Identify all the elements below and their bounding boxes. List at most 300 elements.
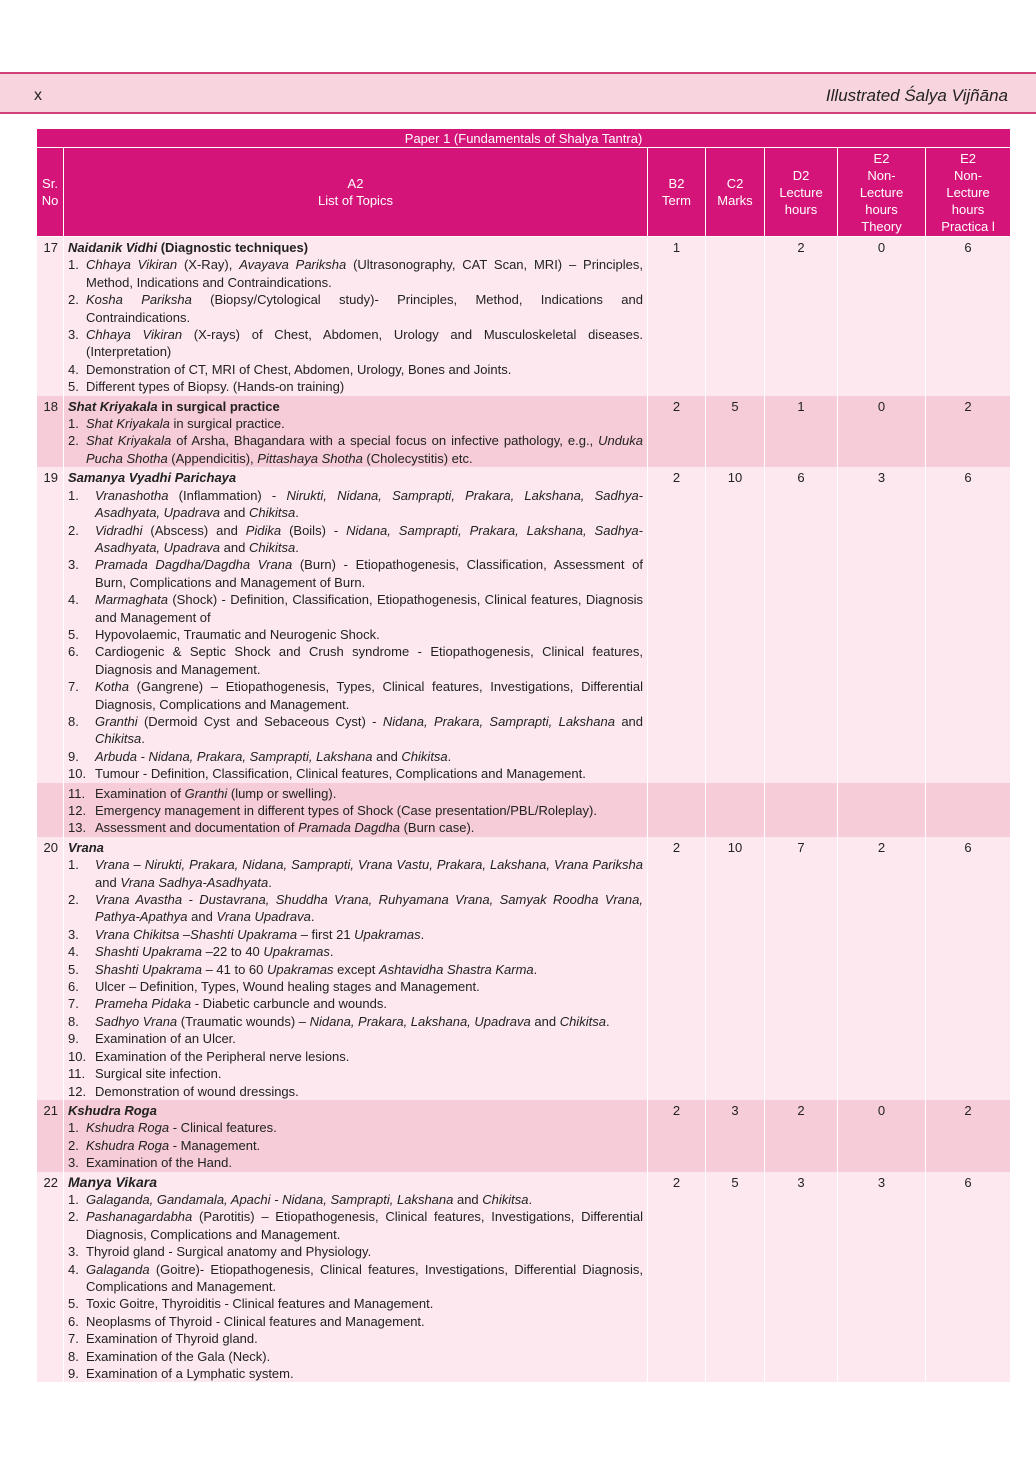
topic-cell: [64, 1100, 648, 1172]
topic-item: [68, 1154, 643, 1171]
column-header-topics: A2 List of Topics: [64, 148, 648, 237]
topic-item-text-part: (Cholecystitis) etc.: [362, 450, 473, 466]
topic-item-text: [95, 891, 643, 926]
term-value: 2: [648, 467, 706, 782]
topic-item-text-part: .: [329, 944, 334, 960]
topic-item-text-part: Pramada Dagdha/Dagdha Vrana: [95, 557, 293, 573]
topic-item-text-part: Kshudra Roga: [86, 1137, 170, 1153]
topic-item-text: [95, 1048, 643, 1065]
topic-title-italic: Shat Kriyakala: [68, 398, 158, 414]
topic-item-text-part: Pramada Dagdha: [298, 820, 400, 836]
column-header-marks: C2 Marks: [706, 148, 765, 237]
topic-item-text: [86, 1348, 643, 1365]
topic-item-number: 5.: [68, 961, 79, 977]
topic-item-text-part: – first 21: [297, 926, 355, 942]
topic-item-text-part: Kotha: [95, 679, 129, 695]
topic-item-text: [95, 626, 643, 643]
topic-item: [68, 643, 643, 678]
topic-item: [68, 1348, 643, 1365]
topic-item-text-part: Examination of Thyroid gland.: [86, 1331, 258, 1347]
topic-cell: [64, 1172, 648, 1383]
topic-title: [68, 398, 643, 415]
topic-item-text: [95, 802, 643, 819]
topic-item-text-part: Examination of the Gala (Neck).: [86, 1348, 271, 1364]
serial-number: 17: [37, 237, 64, 396]
topic-item: [68, 1191, 643, 1208]
topic-item-text-part: Upakramas: [354, 926, 421, 942]
topic-item-number: 10.: [68, 1048, 87, 1064]
marks-value: 10: [706, 837, 765, 1100]
topic-item: [68, 765, 643, 782]
topic-item-number: 4.: [68, 944, 79, 960]
lecture-hours-value: 1: [765, 396, 838, 468]
topic-item-number: 2.: [68, 522, 79, 538]
topic-item-text: [95, 765, 643, 782]
nonlecture-theory-value: 0: [838, 396, 926, 468]
topic-item-text-part: Kosha Pariksha: [86, 292, 192, 308]
topic-item: [68, 432, 643, 467]
topic-item-text-part: Ulcer – Definition, Types, Wound healing stages and Management.: [95, 979, 480, 995]
topic-item: [68, 291, 643, 326]
nonlecture-practical-value: 6: [926, 1172, 1011, 1383]
serial-number: 18: [37, 396, 64, 468]
topic-item: [68, 785, 643, 802]
lecture-hours-value: 2: [765, 1100, 838, 1172]
topic-item-text-part: Neoplasms of Thyroid - Clinical features and Management.: [86, 1313, 425, 1329]
topic-item-text-part: Kshudra Roga: [86, 1120, 170, 1136]
topic-item-text-part: Galaganda: [86, 1261, 150, 1277]
topic-item-text: [86, 326, 643, 361]
topic-item-text-part: Demonstration of wound dressings.: [95, 1083, 299, 1099]
topic-item-text-part: Nidana, Samprapti, Prakara, Lakshana, Sadhya-Asadhyata, Upadrava: [95, 522, 643, 555]
topic-item-text: [86, 1313, 643, 1330]
topic-item-text: [95, 978, 643, 995]
topic-item: [68, 326, 643, 361]
topic-item-text-part: Thyroid gland - Surgical anatomy and Physiology.: [86, 1244, 372, 1260]
topic-item-text-part: except: [333, 961, 380, 977]
marks-value: 5: [706, 1172, 765, 1383]
topic-item-text: [86, 415, 643, 432]
topic-item-number: 4.: [68, 361, 79, 377]
topic-title: [68, 839, 643, 856]
topic-title: [68, 469, 643, 486]
topic-item-text-part: (Gangrene) – Etiopathogenesis, Types, Clinical features, Investigations, Differential Diagnosis, Complications and Management.: [95, 679, 643, 712]
term-value: [648, 783, 706, 837]
topic-title-italic: Vrana: [68, 839, 104, 855]
topic-item-text-part: .: [295, 505, 299, 521]
topic-item: [68, 1048, 643, 1065]
topic-item-text-part: Unduka Pucha Shotha: [86, 433, 643, 466]
topic-item-text-part: Cardiogenic & Septic Shock and Crush syndrome - Etiopathogenesis, Clinical features, Diagnosis and Management.: [95, 644, 643, 677]
topic-item-number: 6.: [68, 1313, 79, 1329]
serial-number: 22: [37, 1172, 64, 1383]
topic-item-text-part: (Dermoid Cyst and Sebaceous Cyst) -: [137, 713, 383, 729]
topic-item-number: 6.: [68, 644, 79, 660]
topic-item-text-part: Vidradhi: [95, 522, 143, 538]
topic-item-number: 2.: [68, 1137, 79, 1153]
topic-item-number: 2.: [68, 892, 79, 908]
topic-cell: [64, 396, 648, 468]
topic-item-text-part: Nidana, Prakara, Lakshana, Upadrava: [309, 1013, 531, 1029]
topic-item: [68, 943, 643, 960]
topic-item: [68, 1030, 643, 1047]
topic-item-text-part: Examination of an Ulcer.: [95, 1031, 236, 1047]
table-row: [37, 837, 1011, 1100]
topic-title-italic: Kshudra Roga: [68, 1102, 157, 1118]
topic-item-text-part: in surgical practice.: [169, 416, 285, 432]
topic-item-text-part: (Traumatic wounds) –: [177, 1013, 310, 1029]
topic-item-number: 1.: [68, 487, 79, 503]
topic-item: [68, 487, 643, 522]
topic-item: [68, 926, 643, 943]
topic-item-text-part: Chikitsa: [95, 731, 142, 747]
topic-item-number: 1.: [68, 257, 79, 273]
topic-item: [68, 378, 643, 395]
topic-title-italic: Samanya Vyadhi Parichaya: [68, 470, 237, 486]
topic-item-text-part: Chikitsa: [248, 505, 296, 521]
topic-item: [68, 995, 643, 1012]
column-header-lecture-hours: D2 Lecture hours: [765, 148, 838, 237]
topic-item-number: 9.: [68, 1031, 79, 1047]
topic-item-text-part: (Burn case).: [399, 820, 475, 836]
topic-item-text-part: Examination of the Hand.: [86, 1155, 232, 1171]
lecture-hours-value: 3: [765, 1172, 838, 1383]
topic-item-text-part: Granthi: [184, 785, 228, 801]
term-value: 2: [648, 396, 706, 468]
topic-item-text-part: - Clinical features.: [169, 1120, 277, 1136]
syllabus-table: [36, 128, 1011, 1382]
topic-item-number: 3.: [68, 926, 79, 942]
topic-item-text-part: .: [420, 926, 425, 942]
topic-item: [68, 1330, 643, 1347]
nonlecture-theory-value: 0: [838, 237, 926, 396]
topic-item: [68, 1261, 643, 1296]
topic-item-text-part: .: [295, 539, 299, 555]
lecture-hours-value: [765, 783, 838, 837]
topic-item-text-part: Examination of: [95, 785, 185, 801]
book-title: Illustrated Śalya Vijñāna: [825, 86, 1008, 105]
topic-item-text-part: .: [533, 961, 538, 977]
topic-item: [68, 415, 643, 432]
topic-item: [68, 713, 643, 748]
topic-item: [68, 1119, 643, 1136]
topic-item-text: [86, 361, 643, 378]
topic-item-text: [95, 591, 643, 626]
topic-item-text: [86, 1261, 643, 1296]
topic-item-text-part: (Goitre)- Etiopathogenesis, Clinical features, Investigations, Differential Diagnosis, Complications and Management.: [86, 1261, 643, 1294]
topic-item-text-part: and: [453, 1191, 483, 1207]
topic-item-text-part: Examination of the Peripheral nerve lesions.: [95, 1048, 350, 1064]
nonlecture-theory-value: 2: [838, 837, 926, 1100]
topic-item-number: 1.: [68, 1120, 79, 1136]
topic-item-text-part: (Appendicitis),: [167, 450, 258, 466]
topic-item-text-part: - Diabetic carbuncle and wounds.: [191, 996, 387, 1012]
term-value: 1: [648, 237, 706, 396]
topic-item-text-part: Marmaghata: [95, 592, 168, 608]
topic-title-italic: Naidanik Vidhi: [68, 240, 158, 255]
topic-item-text-part: Demonstration of CT, MRI of Chest, Abdomen, Urology, Bones and Joints.: [86, 361, 512, 377]
topic-item-text-part: Assessment and documentation of: [95, 820, 299, 836]
topic-item-text-part: (Shock) - Definition, Classification, Etiopathogenesis, Clinical features, Diagnosis and Management of: [95, 592, 643, 625]
nonlecture-theory-value: [838, 783, 926, 837]
topic-item-text: [95, 643, 643, 678]
topic-item-number: 1.: [68, 1191, 79, 1207]
topic-item-text-part: .: [528, 1191, 533, 1207]
topic-title-rest: (Diagnostic techniques): [157, 240, 309, 255]
topic-item-text-part: Sadhyo Vrana: [95, 1013, 178, 1029]
column-header-nonlecture-theory: E2 Non- Lecture hours Theory: [838, 148, 926, 237]
topic-item-number: 4.: [68, 1261, 79, 1277]
topic-item-text-part: and: [220, 539, 249, 555]
topic-item-text: [86, 1243, 643, 1260]
topic-item-text: [86, 1154, 643, 1171]
topic-item-text-part: Arbuda - Nidana, Prakara, Samprapti, Lakshana: [95, 748, 373, 764]
nonlecture-practical-value: 2: [926, 396, 1011, 468]
topic-item-text-part: (Abscess) and: [142, 522, 246, 538]
topic-item-number: 9.: [68, 1366, 79, 1381]
topic-item-text-part: Hypovolaemic, Traumatic and Neurogenic Shock.: [95, 626, 380, 642]
topic-item-number: 5.: [68, 626, 79, 642]
topic-item-number: 8.: [68, 1013, 79, 1029]
topic-item-text-part: Chikitsa: [248, 539, 296, 555]
topic-item: [68, 1243, 643, 1260]
topic-item-text: [86, 1365, 643, 1382]
topic-item-text-part: and: [220, 505, 249, 521]
term-value: 2: [648, 1172, 706, 1383]
running-header: [0, 72, 1036, 114]
topic-item: [68, 522, 643, 557]
topic-item-text-part: Pittashaya Shotha: [257, 450, 363, 466]
topic-title-italic: Manya Vikara: [68, 1173, 157, 1190]
topic-item-text-part: Examination of a Lymphatic system.: [86, 1366, 294, 1381]
topic-item-text-part: Upakramas: [263, 944, 330, 960]
topic-item-number: 11.: [68, 785, 86, 801]
topic-item-text: [86, 256, 643, 291]
topic-item-text-part: (Burn) - Etiopathogenesis, Classification, Assessment of Burn, Complications and Management of Burn.: [95, 557, 643, 590]
topic-item-text-part: Granthi: [95, 713, 138, 729]
topic-item-text: [95, 785, 643, 802]
topic-item-number: 1.: [68, 416, 79, 432]
topic-item-text-part: Prameha Pidaka: [95, 996, 192, 1012]
nonlecture-theory-value: 0: [838, 1100, 926, 1172]
topic-item-text-part: (Biopsy/Cytological study)- Principles, Method, Indications and Contraindications.: [86, 292, 643, 325]
topic-item: [68, 1313, 643, 1330]
topic-item-text-part: and: [95, 874, 121, 890]
topic-item-text-part: Shat Kriyakala: [86, 416, 170, 432]
topic-item: [68, 1365, 643, 1382]
topic-item-text-part: Pidika: [245, 522, 282, 538]
topic-item-text-part: Upakramas: [267, 961, 334, 977]
topic-item-text: [95, 1065, 643, 1082]
topic-item-number: 10.: [68, 766, 87, 782]
topic-item-number: 11.: [68, 1066, 86, 1082]
topic-item-text-part: .: [310, 909, 315, 925]
topic-item-text-part: and: [187, 909, 217, 925]
column-header-nonlecture-practical: E2 Non- Lecture hours Practica l: [926, 148, 1011, 237]
lecture-hours-value: 7: [765, 837, 838, 1100]
topic-item-text-part: Pashanagardabha: [86, 1209, 193, 1225]
topic-item-text: [95, 856, 643, 891]
topic-item-text-part: Chhaya Vikiran: [86, 327, 183, 343]
topic-item: [68, 1013, 643, 1030]
topic-item: [68, 1137, 643, 1154]
topic-item: [68, 591, 643, 626]
nonlecture-practical-value: [926, 783, 1011, 837]
topic-item-text-part: and: [530, 1013, 560, 1029]
table-row: [37, 1172, 1011, 1383]
topic-item-number: 5.: [68, 1296, 79, 1312]
topic-item-number: 12.: [68, 1083, 87, 1099]
topic-item-number: 7.: [68, 1331, 79, 1347]
topic-item: [68, 856, 643, 891]
topic-item-text-part: – 41 to 60: [201, 961, 268, 977]
topic-item: [68, 819, 643, 836]
topic-item-text-part: Nirukti, Nidana, Samprapti, Prakara, Lakshana, Sadhya-Asadhyata, Upadrava: [95, 487, 644, 521]
nonlecture-practical-value: 6: [926, 837, 1011, 1100]
topic-title: [68, 239, 643, 256]
table-row: [37, 237, 1011, 396]
topic-item-text-part: Surgical site infection.: [95, 1066, 222, 1082]
topic-title-rest: in surgical practice: [157, 398, 280, 414]
topic-item-text-part: Toxic Goitre, Thyroiditis - Clinical features and Management.: [86, 1296, 434, 1312]
topic-item-number: 9.: [68, 748, 79, 764]
topic-item-text-part: (Boils) -: [281, 522, 347, 538]
topic-item-text: [86, 1191, 643, 1208]
topic-item: [68, 978, 643, 995]
table-row: [37, 467, 1011, 782]
topic-item-text: [86, 1137, 643, 1154]
topic-item-text: [95, 713, 643, 748]
topic-item-text-part: Nidana, Prakara, Samprapti, Lakshana: [382, 713, 615, 729]
topic-item-text-part: (lump or swelling).: [227, 785, 337, 801]
marks-value: 3: [706, 1100, 765, 1172]
topic-item-number: 2.: [68, 1209, 79, 1225]
topic-cell: [64, 783, 648, 837]
column-header-term: B2 Term: [648, 148, 706, 237]
topic-item-text-part: (Parotitis) – Etiopathogenesis, Clinical features, Investigations, Differential Diagnosis, Complications and Management.: [86, 1209, 643, 1242]
table-row: [37, 396, 1011, 468]
topic-item-text-part: Different types of Biopsy. (Hands-on training): [86, 379, 345, 395]
topic-item-text-part: Tumour - Definition, Classification, Clinical features, Complications and Management.: [95, 766, 586, 782]
nonlecture-practical-value: 6: [926, 467, 1011, 782]
topic-item: [68, 1083, 643, 1100]
table-row: [37, 1100, 1011, 1172]
topic-item: [68, 748, 643, 765]
topic-item-text: [95, 678, 643, 713]
topic-cell: [64, 837, 648, 1100]
topic-item-text-part: Chikitsa: [401, 748, 448, 764]
topic-item-text: [95, 748, 643, 765]
topic-item-text-part: Vrana Avastha - Dustavrana, Shuddha Vrana, Ruhyamana Vrana, Samyak Roodha Vrana, Pathya-Apathya: [95, 892, 643, 925]
topic-item-number: 2.: [68, 433, 79, 449]
topic-item-text: [95, 556, 643, 591]
topic-item-text-part: Shashti Upakrama: [95, 961, 202, 977]
topic-item-number: 3.: [68, 327, 79, 343]
topic-item-text-part: Chhaya Vikiran: [86, 257, 178, 273]
topic-item-text: [95, 522, 643, 557]
topic-item-text: [95, 1083, 643, 1100]
term-value: 2: [648, 837, 706, 1100]
topic-item-number: 8.: [68, 1348, 79, 1364]
topic-title: [68, 1102, 643, 1119]
topic-item-number: 2.: [68, 292, 79, 308]
serial-number: 20: [37, 837, 64, 1100]
topic-item: [68, 626, 643, 643]
topic-item: [68, 1208, 643, 1243]
topic-item-text-part: .: [141, 731, 145, 747]
page-number: x: [34, 87, 42, 104]
topic-item-text-part: .: [268, 874, 272, 890]
topic-item-number: 8.: [68, 713, 79, 729]
topic-item: [68, 1295, 643, 1312]
topic-item: [68, 802, 643, 819]
topic-item-text-part: .: [447, 748, 452, 764]
marks-value: 5: [706, 396, 765, 468]
topic-item-text-part: Shat Kriyakala: [86, 433, 172, 449]
topic-item-number: 13.: [68, 820, 87, 836]
topic-item-text: [95, 943, 643, 960]
topic-item: [68, 678, 643, 713]
marks-value: [706, 237, 765, 396]
topic-item-number: 3.: [68, 1155, 79, 1171]
topic-item-text: [95, 819, 643, 836]
topic-item-text: [86, 1119, 643, 1136]
topic-item-text-part: Avayava Pariksha: [239, 257, 347, 273]
topic-item-number: 3.: [68, 1244, 79, 1260]
topic-item-text-part: Shashti Upakrama: [95, 944, 202, 960]
topic-item-number: 7.: [68, 996, 79, 1012]
topic-item-text: [86, 1330, 643, 1347]
topic-item-text-part: Vrana – Nirukti, Prakara, Nidana, Samprapti, Vrana Vastu, Prakara, Lakshana, Vrana Pariksha: [95, 857, 643, 873]
topic-item: [68, 891, 643, 926]
topic-item-text: [86, 1295, 643, 1312]
topic-item-text: [86, 291, 643, 326]
topic-item-text-part: Vrana Chikitsa –Shashti Upakrama: [95, 926, 298, 942]
serial-number: [37, 783, 64, 837]
topic-item-text-part: Chikitsa: [482, 1191, 529, 1207]
marks-value: 10: [706, 467, 765, 782]
topic-item-number: 4.: [68, 592, 79, 608]
topic-item-text-part: Emergency management in different types of Shock (Case presentation/PBL/Roleplay).: [95, 803, 597, 818]
topic-item-text-part: Ashtavidha Shastra Karma: [379, 961, 534, 977]
topic-item-text-part: (Inflammation) -: [168, 487, 287, 503]
topic-item-text: [95, 1030, 643, 1047]
topic-item-text: [86, 432, 643, 467]
paper-title: Paper 1 (Fundamentals of Shalya Tantra): [37, 129, 1011, 148]
topic-item-number: 6.: [68, 979, 79, 995]
nonlecture-theory-value: 3: [838, 467, 926, 782]
serial-number: 21: [37, 1100, 64, 1172]
topic-item: [68, 1065, 643, 1082]
topic-item-text: [86, 1208, 643, 1243]
topic-cell: [64, 237, 648, 396]
topic-item-number: 12.: [68, 803, 87, 818]
topic-item-text-part: (X-Ray),: [177, 257, 240, 273]
topic-item-number: 7.: [68, 679, 79, 695]
topic-item-text-part: Vrana Sadhya-Asadhyata: [120, 874, 269, 890]
topic-item-number: 1.: [68, 857, 79, 873]
topic-item-text: [95, 961, 643, 978]
nonlecture-practical-value: 6: [926, 237, 1011, 396]
column-header-sr: Sr. No: [37, 148, 64, 237]
topic-item: [68, 361, 643, 378]
topic-item: [68, 556, 643, 591]
topic-item-text-part: –22 to 40: [201, 944, 264, 960]
topic-item-text-part: Galaganda, Gandamala, Apachi - Nidana, Samprapti, Lakshana: [86, 1191, 454, 1207]
topic-item-text: [95, 1013, 643, 1030]
topic-cell: [64, 467, 648, 782]
topic-item-number: 5.: [68, 379, 79, 395]
